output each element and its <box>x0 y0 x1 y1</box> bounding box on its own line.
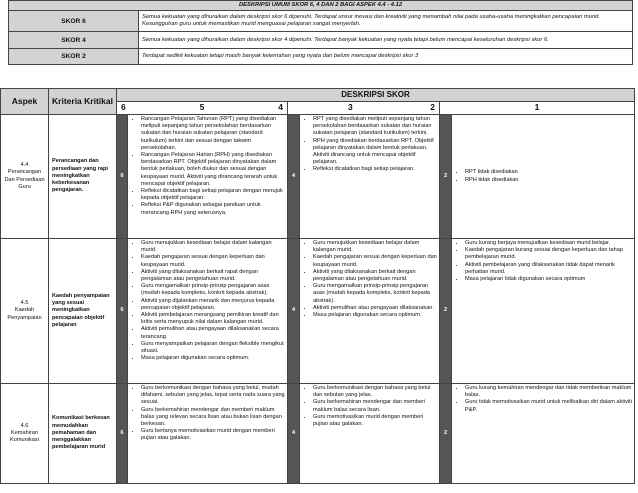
list-item: • Guru menujukkan kesediaan belajar dalam kalangan murid. <box>141 240 285 254</box>
aspek-number: 4.4 <box>20 162 29 169</box>
list-item: • Guru berkomunikasi dengan bahasa yang betul dan sebutan yang jelas. <box>313 385 437 399</box>
deskripsi-skor-header: DESKRIPSI SKOR <box>117 89 635 102</box>
list-item: • Guru kurang kemahiran mendengar dan tidak memberikan maklum balas. <box>465 385 632 399</box>
list-item: • Guru berkemahiran mendengar dan memberi maklum balas secara lisan. <box>313 399 437 413</box>
kriteria-line: pemahaman dan <box>52 429 97 436</box>
list-item: • Aktiviti yang dijalankan menarik dan menjurus kepada pencapaian objektif pelajaran. <box>141 298 285 312</box>
kriteria-line: Komunikasi berkesan <box>52 415 110 422</box>
skor-2-label: SKOR 2 <box>9 49 139 65</box>
score-6-badge: 6 <box>117 115 128 239</box>
descriptor-5-cell <box>128 115 288 239</box>
score-4-badge: 4 <box>288 384 300 484</box>
score-header-1: 1 <box>440 102 635 115</box>
list-item: • Guru menujukkan kesediaan belajar dalam kalangan murid. <box>313 240 437 254</box>
score-2-badge: 2 <box>440 239 452 384</box>
kriteria-line: yang sesuai <box>52 300 85 307</box>
list-item: • Rancangan Pelajaran Harian (RPH) yang disediakan berdasarkan RPT. Objektif pelajaran dinyatakan dalam bentuk perlakuan, boleh diukur dan sesuai dengan keupayaan murid. Aktiviti yang dirancang terarah untuk mencapai objektif pelajaran. <box>141 152 285 188</box>
aspek-line: Kaedah <box>14 307 35 314</box>
kriteria-line: pengajaran. <box>52 187 84 194</box>
summary-header: DESKRIPSI UMUM SKOR 6, 4 DAN 2 BAGI ASPEK 4.4 - 4.12 <box>9 1 633 11</box>
aspek-cell <box>1 115 49 239</box>
descriptor-5-cell <box>128 239 288 384</box>
list-item: • Aktiviti pembelajaran yang dilaksanakan tidak dapat menarik perhatian murid. <box>465 262 632 276</box>
skor-2-description: Terdapat sedikit kekuatan tetapi masih banyak kelemahan yang nyata dan belum mencapai deskripsi skor 3 <box>139 49 633 65</box>
kriteria-line: pencapaian objektif <box>52 314 105 321</box>
descriptor-1-cell <box>452 384 635 484</box>
kriteria-line: meningkatkan <box>52 307 90 314</box>
aspek-line: Guru <box>18 183 31 190</box>
list-item: • Guru memotivasikan murid dengan memberi pujian atau galakan. <box>313 414 437 428</box>
kriteria-line: keberkesanan <box>52 180 90 187</box>
skor-4-description: Semua kekuatan yang dihuraikan dalam deskripsi skor 4 dipenuhi. Terdapat banyak kekuatan yang nyata tetapi belum mencapai keseluruhan deskripsi skor 6. <box>139 32 633 49</box>
list-item: • Aktiviti pemulihan atau pengayaan dilaksanakan. <box>313 305 437 312</box>
skor-6-label: SKOR 6 <box>9 11 139 32</box>
aspek-cell <box>1 384 49 484</box>
kriteria-line: pembelajaran murid <box>52 444 106 451</box>
score-header-2: 2 <box>430 102 435 113</box>
table-row <box>1 115 635 239</box>
score-6-badge: 6 <box>117 239 128 384</box>
list-item: • RPT yang disediakan meliputi sepanjang tahun persekolahan berdasarkan sukatan dan huraian sukatan pelajaran (standard kurikulum) terkini. <box>313 116 437 138</box>
list-item: • Guru mengamalkan prinsip-prinsip pengajaran asas (mudah kepada kompleks, konkrit kepada abstrak). <box>313 283 437 305</box>
aspek-cell <box>1 239 49 384</box>
score-2-badge: 2 <box>440 384 452 484</box>
kriteria-line: pelajaran <box>52 321 77 328</box>
descriptor-5-cell <box>128 384 288 484</box>
list-item: • Kaedah pengajaran sesuai dengan keperluan dan keupayaan murid. <box>141 254 285 268</box>
skor-4-label: SKOR 4 <box>9 32 139 49</box>
aspek-line: Kemahiran <box>10 429 39 436</box>
kriteria-line: persediaan yang rapi <box>52 165 108 172</box>
descriptor-3-cell <box>300 115 440 239</box>
list-item: • Guru bertanya memotivasikan murid dengan memberi pujian atau galakan. <box>141 428 285 442</box>
list-item: • Masa pelajaran digunakan secara optimum. <box>141 355 285 362</box>
list-item: • Guru berkemahiran mendengar dan memberi maklum balas yang relevan secara lisan atau bukan lisan dengan berkesan. <box>141 407 285 429</box>
table-row <box>1 239 635 384</box>
kriteria-line: memudahkan <box>52 422 89 429</box>
list-item: • Refleksi P&P digunakan sebagai panduan untuk merancang RPH yang seterusnya. <box>141 202 285 216</box>
descriptor-1-cell <box>452 115 635 239</box>
kriteria-line: Perancangan dan <box>52 158 99 165</box>
kriteria-cell <box>49 384 117 484</box>
list-item: • Guru menyampaikan pelajaran dengan fleksible mengikut situasi. <box>141 341 285 355</box>
list-item: • RPH tidak disediakan <box>465 177 632 184</box>
list-item: • Rancangan Pelajaran Tahunan (RPT) yang disediakan meliputi sepanjang tahun persekolahan berdasarkan sukatan dan huraian sukatan pelajaran (standard kurikulum) terkini dan sesuai dengan takwim persekolahan. <box>141 116 285 152</box>
list-item: • Masa pelajaran digunakan secara optimum. <box>313 312 437 319</box>
score-header-3: 3 <box>348 102 353 113</box>
list-item: • Guru berkomunikasi dengan bahasa yang betul, mudah difahami, sebutan yang jelas, tepat serta nada suara yang sesuai. <box>141 385 285 407</box>
list-item: • Aktiviti yang dilaksanakan berkait rapat dengan pengalaman atau pengetahuan murid. <box>141 269 285 283</box>
kriteria-line: Kaedah penyampaian <box>52 292 110 299</box>
score-2-badge: 2 <box>440 115 452 239</box>
table-row <box>1 384 635 484</box>
list-item: • Guru mengamalkan prinsip-prinsip pengajaran asas (mudah kepada kompleks, konkrit kepada abstrak). <box>141 283 285 297</box>
aspek-line: Perancangan <box>7 169 42 176</box>
score-4-badge: 4 <box>288 115 300 239</box>
kriteria-line: menggalakkan <box>52 437 91 444</box>
list-item: • Refleksi dicatatkan bagi setiap pelajaran. <box>313 166 437 173</box>
score-description-table <box>0 88 635 484</box>
list-item: • Guru tidak memotivasikan murid untuk melibatkan diri dalam aktiviti P&P. <box>465 399 632 413</box>
list-item: • Masa pelajaran tidak digunakan secara optimum <box>465 276 632 283</box>
descriptor-3-cell <box>300 239 440 384</box>
aspek-line: Dan Persediaan <box>4 176 45 183</box>
score-header-4: 4 <box>278 102 283 113</box>
score-scale-3 <box>288 102 440 115</box>
score-header-5: 5 <box>199 102 205 113</box>
list-item: • Aktiviti yang dilaksanakan berkait dengan pengalaman atau pengetahuan murid. <box>313 269 437 283</box>
aspek-number: 4.6 <box>20 422 29 429</box>
list-item: • RPT tidak disediakan <box>465 169 632 176</box>
score-6-badge: 6 <box>117 384 128 484</box>
skor-6-description: Semua kekuatan yang dihuraikan dalam deskripsi skor 6 dipenuhi. Terdapat unsur inovasi dan kreativiti yang menambah nilai pada usaha-usaha meningkatkan pencapaian murid. Kesungguhan guru untuk memastikan murid menguasai pelajaran sangat menyerlah. <box>139 11 633 32</box>
kriteria-line: meningkatkan <box>52 172 90 179</box>
kriteria-header: Kriteria Kritikal <box>49 89 117 115</box>
score-4-badge: 4 <box>288 239 300 384</box>
descriptor-1-cell <box>452 239 635 384</box>
score-summary-table <box>8 0 633 65</box>
list-item: • Aktiviti pemulihan atau pengayaan dilaksanakan secara terancang. <box>141 326 285 340</box>
aspek-header: Aspek <box>1 89 49 115</box>
list-item: • RPH yang disediakan berdasarkan RPT. Objektif pelajaran dinyatakan dalam bentuk perlakuan. Aktiviti dirancang untuk mencapai objektif pelajaran. <box>313 138 437 167</box>
list-item: • Guru kurang berjaya menujudkan kesediaan murid belajar. <box>465 240 632 247</box>
list-item: • Aktiviti pembelajaran merangsang pemikiran kreatif dan kritis serta menyupuk nilai dalam kalangan murid. <box>141 312 285 326</box>
aspek-line: Penyampaian <box>7 314 42 321</box>
list-item: • Refleksi dicatatkan bagi setiap pelajaran dengan merujuk kepada objektif pelajaran. <box>141 188 285 202</box>
score-header-6: 6 <box>121 102 126 113</box>
aspek-number: 4.5 <box>20 300 29 307</box>
descriptor-3-cell <box>300 384 440 484</box>
kriteria-cell <box>49 115 117 239</box>
list-item: • Kaedah pengajaran sesuai dengan keperluan dan keupayaan murid. <box>313 254 437 268</box>
score-scale-6-5 <box>117 102 288 115</box>
kriteria-cell <box>49 239 117 384</box>
list-item: • Kaedah pengajaran kurang sesuai dengan keperluan dan tahap pembelajaran murid. <box>465 247 632 261</box>
aspek-line: Komunikasi <box>10 437 39 444</box>
